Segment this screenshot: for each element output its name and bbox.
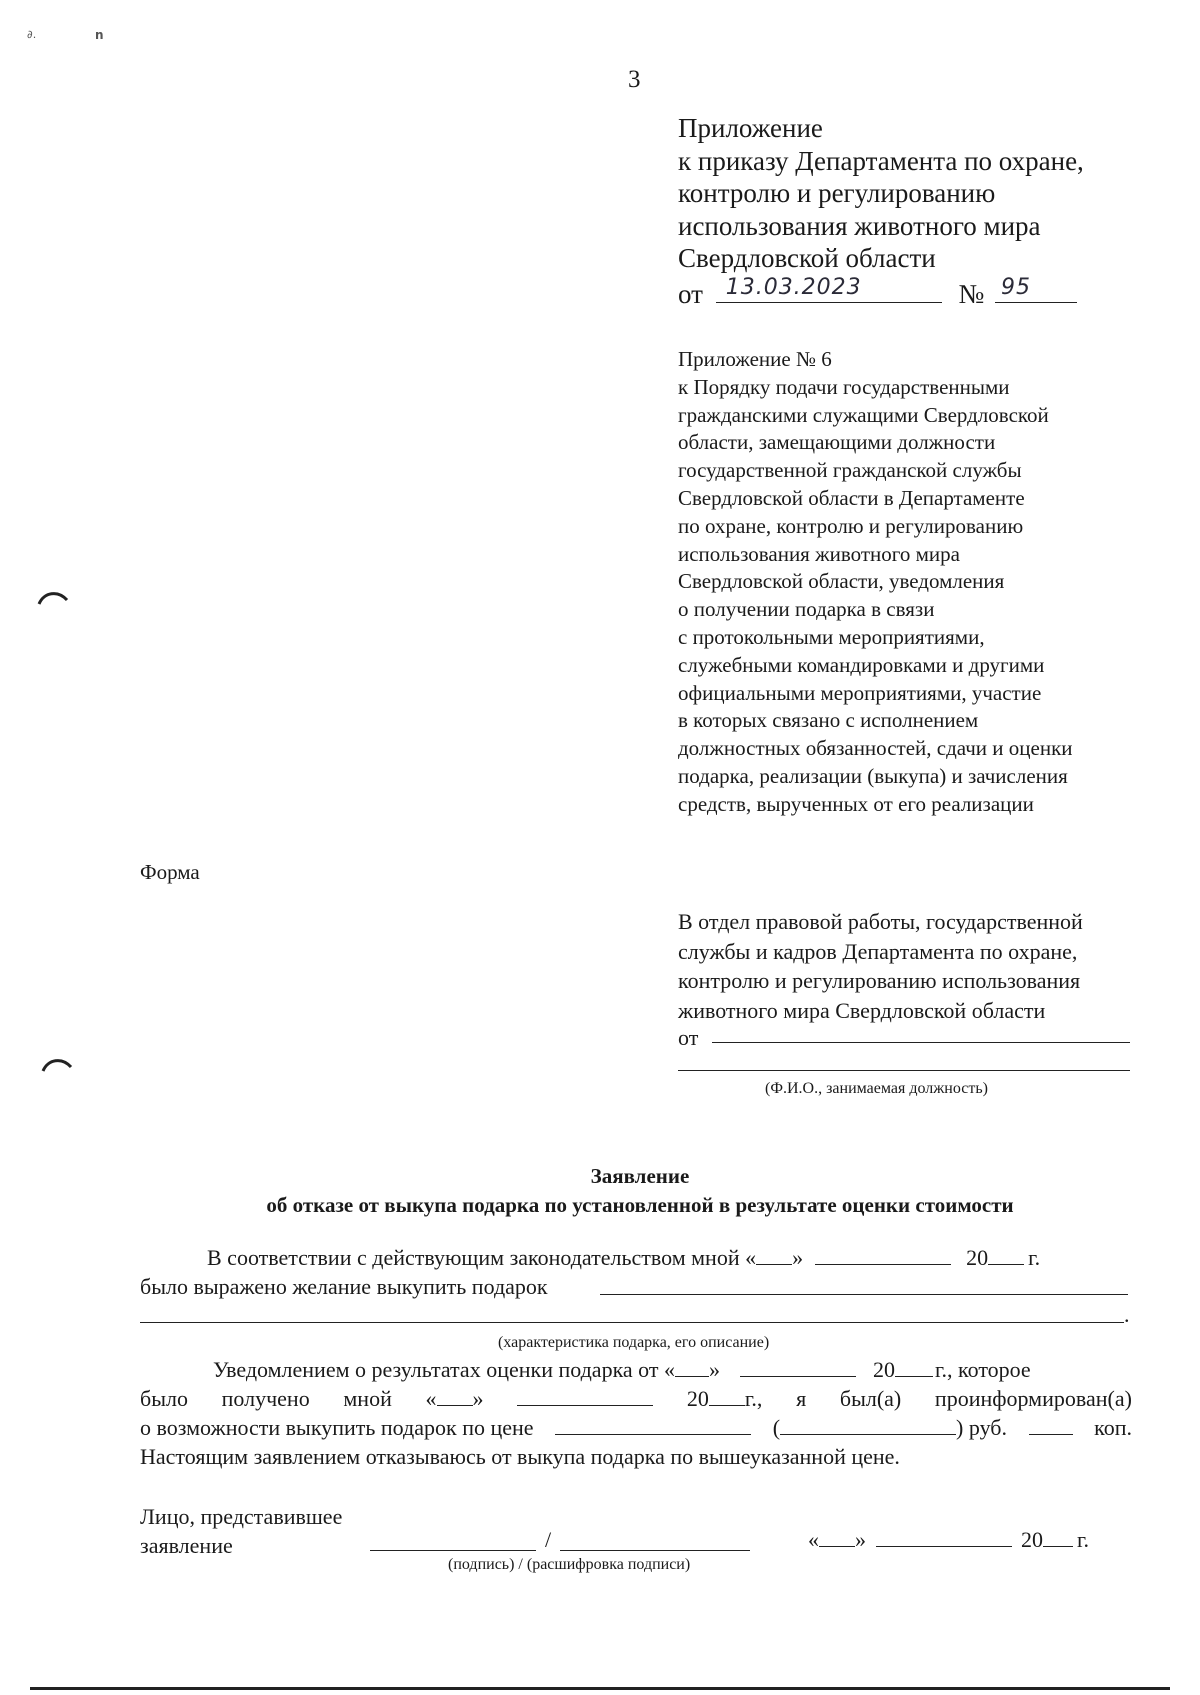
body-text: был(а): [839, 1386, 902, 1411]
gift-field-2[interactable]: [140, 1322, 1124, 1323]
signature-caption: (подпись) / (расшифровка подписи): [448, 1556, 691, 1573]
body-text: г.: [1077, 1527, 1090, 1552]
appendix6-line: должностных обязанностей, сдачи и оценки: [678, 736, 1073, 761]
month-field[interactable]: [876, 1528, 1012, 1547]
appendix6-line: по охране, контролю и регулированию: [678, 513, 1024, 538]
appendix6-line: в которых связано с исполнением: [678, 708, 979, 733]
addressee-from-line: [678, 1025, 698, 1051]
year-field[interactable]: [709, 1387, 745, 1406]
year-field[interactable]: [895, 1358, 933, 1377]
appendix6-block: [678, 346, 1178, 819]
gift-field-1[interactable]: [600, 1294, 1128, 1295]
body-line-4: [213, 1357, 1031, 1383]
appendix6-line: гражданскими служащими Свердловской: [678, 402, 1049, 427]
hole-punch-mark: [40, 1053, 74, 1075]
addressee-from-label: от: [678, 1025, 699, 1050]
appendix-line: Приложение: [678, 113, 823, 143]
signature-date: [808, 1527, 1089, 1553]
body-line-6: [140, 1415, 1132, 1441]
year-field[interactable]: [1043, 1528, 1073, 1547]
body-text: 20: [1021, 1527, 1043, 1552]
addressee-line: контролю и регулированию использования: [678, 968, 1081, 993]
appendix6-line: области, замещающими должности: [678, 430, 996, 455]
signature-label: [140, 1502, 342, 1560]
gift-caption: (характеристика подарка, его описание): [498, 1334, 770, 1351]
appendix6-line: официальными мероприятиями, участие: [678, 680, 1042, 705]
signature-label-line: заявление: [140, 1533, 233, 1558]
appendix6-line: использования животного мира: [678, 541, 960, 566]
body-line-5: [140, 1386, 1132, 1412]
body-text: г.: [1028, 1245, 1041, 1270]
page-number: 3: [628, 66, 641, 93]
order-date-field: [716, 276, 942, 303]
appendix-line: контролю и регулированию: [678, 178, 996, 208]
appendix6-line: государственной гражданской службы: [678, 458, 1022, 483]
month-field[interactable]: [517, 1387, 653, 1406]
body-text: »: [709, 1357, 721, 1382]
body-text: 20: [686, 1386, 709, 1411]
signature-slash: /: [545, 1527, 552, 1552]
appendix6-line: Свердловской области, уведомления: [678, 569, 1005, 594]
body-text: (: [772, 1415, 781, 1440]
order-number-field: [995, 276, 1077, 303]
body-text: «: [425, 1386, 437, 1411]
addressee-line: В отдел правовой работы, государственной: [678, 909, 1083, 934]
day-field[interactable]: [756, 1246, 792, 1265]
order-number-label: №: [958, 279, 985, 309]
body-text: 20: [873, 1357, 896, 1382]
appendix6-line: подарка, реализации (выкупа) и зачисления: [678, 763, 1068, 788]
signature-field[interactable]: [370, 1550, 536, 1551]
appendix-header: [678, 112, 1178, 275]
body-text: В соответствии с действующим законодательством мной «: [207, 1245, 757, 1270]
body-line-3-end: .: [1124, 1302, 1130, 1327]
appendix6-line: с протокольными мероприятиями,: [678, 624, 985, 649]
addressee-from-field[interactable]: [712, 1042, 1130, 1043]
addressee-block: [678, 907, 1138, 1025]
addressee-position-field[interactable]: [678, 1070, 1130, 1071]
appendix6-line: Свердловской области в Департаменте: [678, 485, 1025, 510]
body-text: проинформирован(а): [934, 1386, 1132, 1411]
appendix6-line: средств, вырученных от его реализации: [678, 791, 1034, 816]
hole-punch-mark: [36, 586, 70, 608]
body-text: »: [855, 1527, 866, 1552]
day-field[interactable]: [437, 1387, 473, 1406]
body-text: »: [792, 1245, 804, 1270]
body-text: 20: [966, 1245, 989, 1270]
appendix-line: использования животного мира: [678, 210, 1041, 241]
day-field[interactable]: [675, 1358, 709, 1377]
day-field[interactable]: [819, 1528, 855, 1547]
body-text: Уведомлением о результатах оценки подарка от «: [213, 1357, 676, 1382]
body-text: я: [796, 1386, 807, 1411]
order-date-number-line: [678, 276, 1077, 310]
order-date-handwritten: 13.03.2023: [725, 275, 862, 300]
addressee-caption: (Ф.И.О., занимаемая должность): [765, 1080, 988, 1097]
body-line-7: Настоящим заявлением отказываюсь от выкупа подарка по вышеуказанной цене.: [140, 1444, 900, 1469]
month-field[interactable]: [815, 1246, 951, 1265]
body-text: мной: [343, 1386, 392, 1411]
price-field[interactable]: [555, 1416, 751, 1435]
body-text: получено: [221, 1386, 310, 1411]
appendix-line: к приказу Департамента по охране,: [678, 145, 1084, 176]
body-text: коп.: [1094, 1415, 1132, 1440]
document-title: [0, 1163, 1200, 1220]
signature-label-line: Лицо, представившее: [140, 1504, 343, 1529]
page-bottom-rule: [30, 1687, 1170, 1690]
appendix6-line: о получении подарка в связи: [678, 597, 935, 622]
order-from-label: от: [678, 279, 703, 309]
title-line-1: Заявление: [590, 1164, 690, 1188]
body-text: г., которое: [935, 1357, 1031, 1382]
body-text: »: [472, 1386, 484, 1411]
body-text: было: [140, 1386, 188, 1411]
body-text: г.,: [744, 1386, 763, 1411]
body-text: о возможности выкупить подарок по цене: [140, 1415, 534, 1440]
order-number-handwritten: 95: [1000, 275, 1031, 300]
appendix6-line: к Порядку подачи государственными: [678, 374, 1010, 399]
year-field[interactable]: [988, 1246, 1024, 1265]
form-label: Форма: [140, 860, 200, 884]
body-text: «: [808, 1527, 819, 1552]
price-words-field[interactable]: [780, 1416, 956, 1435]
body-text: ) руб.: [956, 1415, 1007, 1440]
scan-mark: ∂.: [27, 28, 37, 41]
addressee-line: животного мира Свердловской области: [678, 997, 1046, 1023]
appendix6-line: Приложение № 6: [678, 347, 832, 371]
appendix-line: Свердловской области: [678, 243, 936, 273]
title-line-2: об отказе от выкупа подарка по установленной в результате оценки стоимости: [266, 1193, 1014, 1217]
body-text: было выражено желание выкупить подарок: [140, 1274, 548, 1299]
body-line-1: [207, 1245, 1040, 1271]
kopecks-field[interactable]: [1029, 1416, 1073, 1435]
scan-mark: n: [95, 28, 104, 42]
addressee-line: службы и кадров Департамента по охране,: [678, 938, 1078, 964]
month-field[interactable]: [740, 1358, 856, 1377]
appendix6-line: служебными командировками и другими: [678, 652, 1045, 677]
signature-decoding-field[interactable]: [560, 1550, 750, 1551]
body-line-2: [140, 1274, 548, 1300]
